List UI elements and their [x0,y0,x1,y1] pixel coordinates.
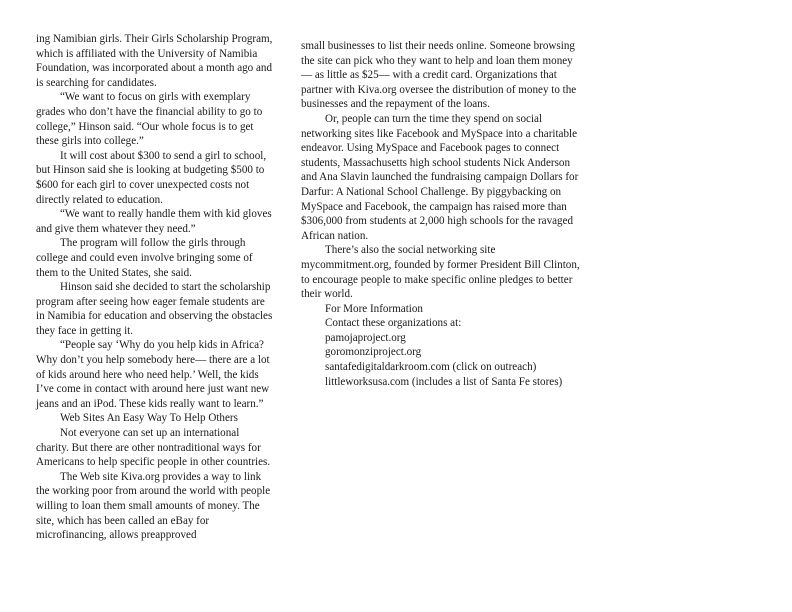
right-column [301,39,581,389]
org-url: pamojaproject.org [325,331,406,344]
paragraph: It will cost about $300 to send a girl to school, but Hinson said she is looking at budgeting $500 to $600 for each girl to cover unexpected costs not directly related to education. [36,149,267,206]
paragraph: The program will follow the girls through college and could even involve bringing some of them to the United States, she said. [36,237,253,279]
org-url: santafedigitaldarkroom.com (click on outreach) [325,361,537,374]
paragraph: There’s also the social networking site mycommitment.org, founded by former President Bill Clinton, to encourage people to make specific online pledges to better their world. [301,244,580,301]
org-url: goromonziproject.org [325,346,422,359]
paragraph: Or, people can turn the time they spend on social networking sites like Facebook and MySpace into a charitable endeavor. Using MySpace and Facebook pages to connect students, Massachusetts high school students Nick Anderson and Ana Slavin launched the fundraising campaign Dollars for Darfur: A National School Challenge. By piggybacking on MySpace and Facebook, the campaign has raised more than $306,000 from students at 2,000 high schools for the ravaged African nation. [301,112,579,242]
paragraph: “We want to really handle them with kid gloves and give them whatever they need.” [36,208,272,235]
section-heading: Web Sites An Easy Way To Help Others [60,412,238,425]
org-url: littleworksusa.com (includes a list of Santa Fe stores) [325,375,563,388]
paragraph: “People say ‘Why do you help kids in Africa? Why don’t you help somebody here— there are a lot of kids around here who need help.’ Well, the kids I’ve come in contact with around here just want new jeans and an iPod. These kids really want to learn.” [36,339,270,410]
left-column [36,32,274,543]
paragraph: Hinson said she decided to start the scholarship program after seeing how eager female students are in Namibia for education and observing the obstacles they face in getting it. [36,281,273,337]
paragraph: small businesses to list their needs online. Someone browsing the site can pick who they want to help and loan them money— as little as $25— with a credit card. Organizations that partner with Kiva.org oversee the distribution of money to the businesses and the repayment of the loans. [301,40,577,111]
paragraph: Not everyone can set up an international charity. But there are other nontraditional ways for Americans to help specific people in other countries. [36,427,271,469]
paragraph: “We want to focus on girls with exemplary grades who don’t have the financial ability to go to college,” Hinson said. “Our whole focus is to get these girls into college.” [36,91,263,148]
info-heading: For More Information [325,302,423,315]
info-line: Contact these organizations at: [325,317,462,330]
paragraph: The Web site Kiva.org provides a way to link the working poor from around the world with people willing to loan them small amounts of money. The site, which has been called an eBay for microfinancing, allows preapproved [36,470,271,542]
paragraph: ing Namibian girls. Their Girls Scholarship Program, which is affiliated with the University of Namibia Foundation, was incorporated about a month ago and is searching for candidates. [36,33,273,89]
